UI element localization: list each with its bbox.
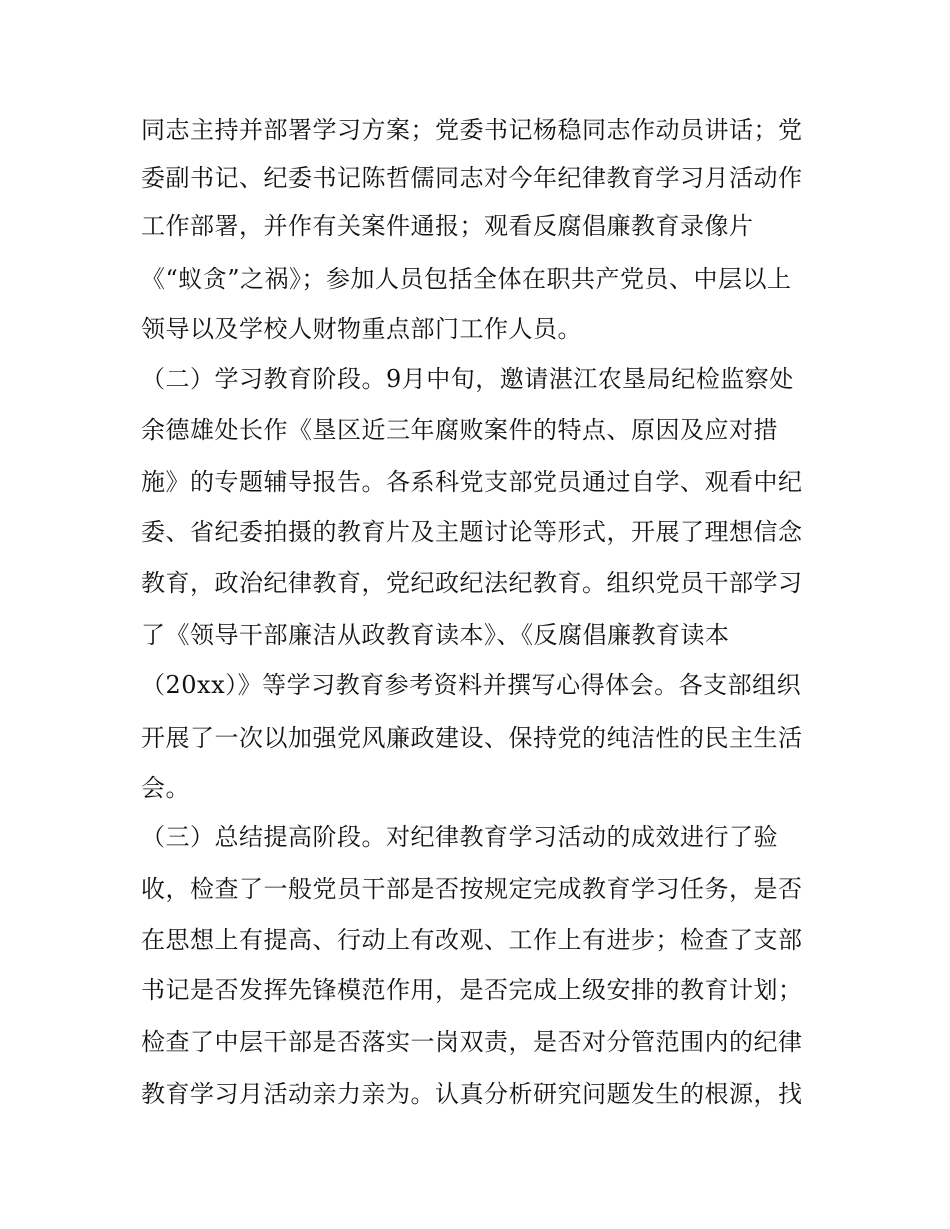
text-line: （三）总结提高阶段。对纪律教育学习活动的成效进行了验 xyxy=(141,823,778,851)
text-line: 收，检查了一般党员干部是否按规定完成教育学习任务，是否 xyxy=(141,875,803,903)
text-line: 同志主持并部署学习方案；党委书记杨稳同志作动员讲话；党 xyxy=(141,116,803,144)
text-line: 施》的专题辅导报告。各系科党支部党员通过自学、观看中纪 xyxy=(141,468,803,496)
text-line: （二）学习教育阶段。9月中旬，邀请湛江农垦局纪检监察处 xyxy=(141,365,794,393)
text-line: 教育学习月活动亲力亲为。认真分析研究问题发生的根源，找 xyxy=(141,1080,803,1108)
text-line: 了《领导干部廉洁从政教育读本》、《反腐倡廉教育读本 xyxy=(141,621,730,649)
text-line: 委副书记、纪委书记陈哲儒同志对今年纪律教育学习月活动作 xyxy=(141,164,803,192)
text-line: 工作部署，并作有关案件通报；观看反腐倡廉教育录像片 xyxy=(141,212,754,240)
text-line: 领导以及学校人财物重点部门工作人员。 xyxy=(141,315,582,343)
text-line: 委、省纪委拍摄的教育片及主题讨论等形式，开展了理想信念 xyxy=(141,518,803,546)
text-line: 《“蚁贪”之祸》；参加人员包括全体在职共产党员、中层以上 xyxy=(141,265,792,293)
text-line: 在思想上有提高、行动上有改观、工作上有进步；检查了支部 xyxy=(141,926,803,954)
text-line: 开展了一次以加强党风廉政建设、保持党的纯洁性的民主生活 xyxy=(141,724,803,752)
text-line: 会。 xyxy=(141,774,190,802)
text-line: 检查了中层干部是否落实一岗双责，是否对分管范围内的纪律 xyxy=(141,1028,803,1056)
text-line: 余德雄处长作《垦区近三年腐败案件的特点、原因及应对措 xyxy=(141,416,778,444)
text-line: 书记是否发挥先锋模范作用，是否完成上级安排的教育计划； xyxy=(141,976,803,1004)
text-line: （20xx）》等学习教育参考资料并撰写心得体会。各支部组织 xyxy=(141,671,802,699)
text-line: 教育，政治纪律教育，党纪政纪法纪教育。组织党员干部学习 xyxy=(141,569,803,597)
